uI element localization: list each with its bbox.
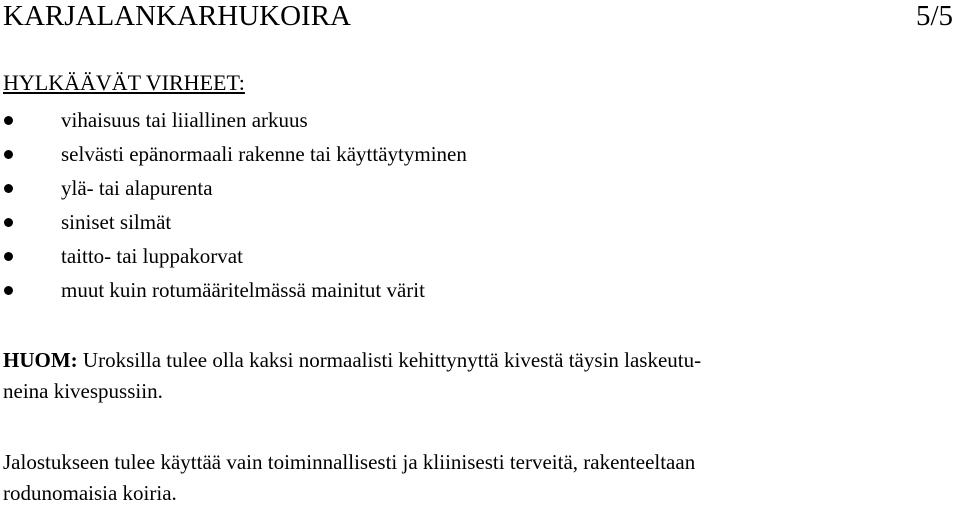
note-paragraph (3, 345, 701, 407)
note-text-2: neina kivespussiin. (3, 379, 163, 403)
breeding-text-1: Jalostukseen tulee käyttää vain toiminnallisesti ja kliinisesti terveitä, rakenteeltaan (3, 450, 696, 474)
list-item-text: siniset silmät (61, 210, 172, 234)
breeding-paragraph (3, 447, 695, 509)
page-number: 5/5 (915, 0, 953, 32)
list-item-text: vihaisuus tai liiallinen arkuus (61, 108, 308, 132)
bullet-icon (4, 116, 13, 125)
page-header (3, 0, 953, 34)
disqualifying-faults-heading: HYLKÄÄVÄT VIRHEET: (3, 70, 245, 95)
bullet-icon (4, 184, 13, 193)
list-item-text: taitto- tai luppakorvat (61, 244, 243, 268)
list-item-text: muut kuin rotumääritelmässä mainitut värit (61, 278, 425, 302)
bullet-icon (4, 218, 13, 227)
note-line-1 (3, 345, 701, 376)
list-item-text: ylä- tai alapurenta (61, 176, 213, 200)
list-item-text: selvästi epänormaali rakenne tai käyttäytyminen (61, 142, 467, 166)
bullet-icon (4, 286, 13, 295)
bullet-icon (4, 252, 13, 261)
bullet-icon (4, 150, 13, 159)
note-text-1: Uroksilla tulee olla kaksi normaalisti kehittynyttä kivestä täysin laskeutu- (82, 348, 702, 372)
document-title: KARJALANKARHUKOIRA (3, 0, 351, 32)
note-label: HUOM: (3, 348, 78, 372)
breeding-text-2: rodunomaisia koiria. (3, 481, 177, 505)
